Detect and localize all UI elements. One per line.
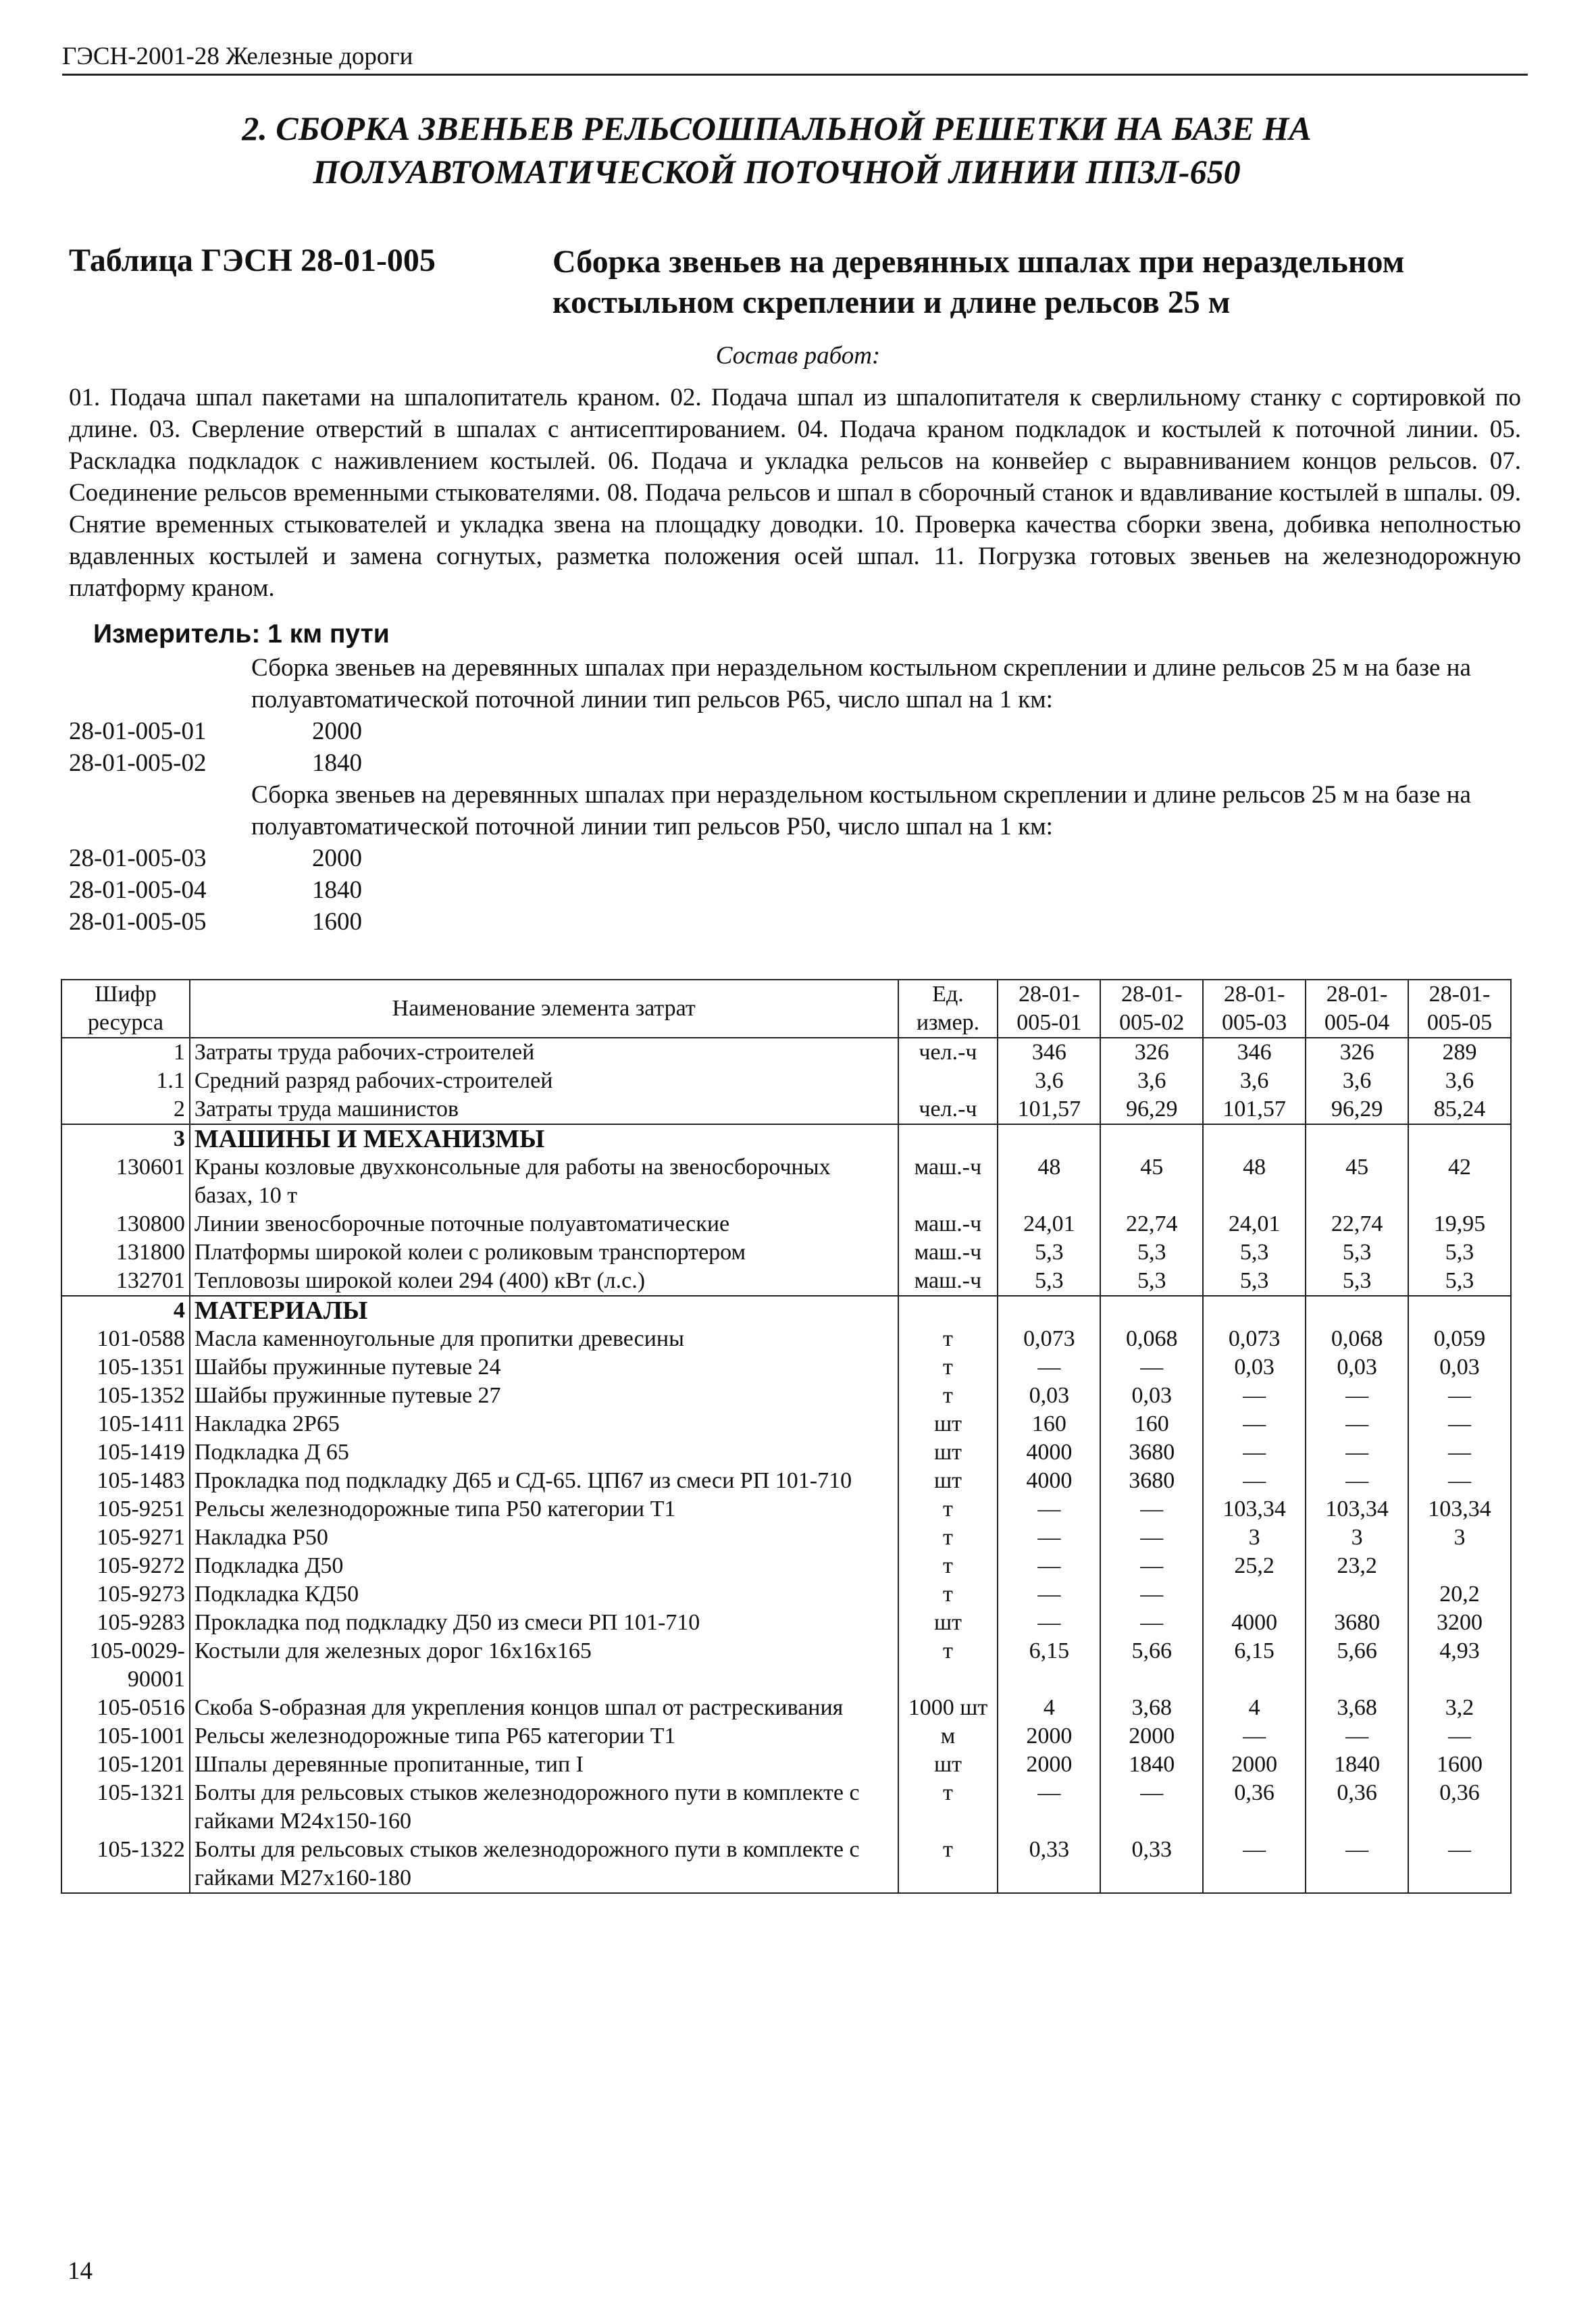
cell-value: 42	[1408, 1153, 1511, 1210]
cell-code: 130601	[61, 1153, 190, 1210]
cell-value: 25,2	[1203, 1552, 1306, 1580]
cell-value: 0,03	[1408, 1353, 1511, 1382]
cell-value: —	[1100, 1495, 1203, 1524]
cell-value: —	[1408, 1836, 1511, 1893]
cell-value: —	[1203, 1467, 1306, 1495]
cell-value: 0,03	[1203, 1353, 1306, 1382]
cell-value: —	[1203, 1438, 1306, 1467]
table-row	[61, 1067, 1511, 1095]
cell-value: —	[1306, 1438, 1408, 1467]
work-composition-title: Состав работ:	[715, 342, 881, 370]
table-row	[61, 1524, 1511, 1552]
table-row	[61, 1722, 1511, 1751]
cell-value: —	[1100, 1779, 1203, 1836]
cell-value: 3,6	[1100, 1067, 1203, 1095]
cell-value: 6,15	[1203, 1637, 1306, 1694]
cell-value: 85,24	[1408, 1095, 1511, 1124]
cell-code: 105-1322	[61, 1836, 190, 1893]
variant-value: 1840	[312, 876, 362, 904]
table-row	[61, 1124, 1511, 1153]
cell-value: —	[1306, 1722, 1408, 1751]
cell-value: 0,073	[998, 1325, 1100, 1353]
cell-value: 0,03	[1306, 1353, 1408, 1382]
cell-name: Прокладка под подкладку Д65 и СД-65. ЦП67 из смеси РП 101-710	[190, 1467, 898, 1495]
cell-value: 346	[1203, 1038, 1306, 1067]
cell-code: 105-9273	[61, 1580, 190, 1609]
table-caption: Сборка звеньев на деревянных шпалах при нераздельном костыльном скреплении и длине рельсов 25 м	[552, 244, 1405, 320]
variant-value: 2000	[312, 845, 362, 872]
cell-value: 5,3	[1306, 1267, 1408, 1296]
cell-value	[1100, 1296, 1203, 1325]
cell-name: Платформы широкой колеи с роликовым транспортером	[190, 1238, 898, 1267]
table-row	[61, 1325, 1511, 1353]
page-number: 14	[68, 2257, 93, 2285]
cell-name: Шайбы пружинные путевые 24	[190, 1353, 898, 1382]
cell-value: 1600	[1408, 1751, 1511, 1779]
cell-value: 3	[1203, 1524, 1306, 1552]
cell-name: Накладка Р50	[190, 1524, 898, 1552]
cell-value: 3,68	[1306, 1694, 1408, 1722]
section-title-line1: 2. СБОРКА ЗВЕНЬЕВ РЕЛЬСОШПАЛЬНОЙ РЕШЕТКИ НА БАЗЕ НА	[242, 109, 1312, 147]
cell-value: 0,33	[1100, 1836, 1203, 1893]
cell-value: 5,3	[1408, 1238, 1511, 1267]
cell-value: 0,36	[1408, 1779, 1511, 1836]
variant-code: 28-01-005-02	[69, 749, 207, 777]
cell-code: 105-1351	[61, 1353, 190, 1382]
cell-code: 105-1483	[61, 1467, 190, 1495]
cell-value: 20,2	[1408, 1580, 1511, 1609]
table-row	[61, 1751, 1511, 1779]
cell-code: 1.1	[61, 1067, 190, 1095]
cell-value: 3,6	[998, 1067, 1100, 1095]
table-row	[61, 1382, 1511, 1410]
cell-value: 3680	[1306, 1609, 1408, 1637]
cell-value: 3680	[1100, 1438, 1203, 1467]
cell-value: —	[1203, 1722, 1306, 1751]
cell-name: Подкладка КД50	[190, 1580, 898, 1609]
cell-name: Средний разряд рабочих-строителей	[190, 1067, 898, 1095]
header-unit: Ед. измер.	[898, 980, 998, 1038]
cell-value	[1306, 1124, 1408, 1153]
table-row	[61, 1038, 1511, 1067]
cell-value: 0,059	[1408, 1325, 1511, 1353]
cell-value: —	[1306, 1410, 1408, 1438]
table-row	[61, 1467, 1511, 1495]
variant-value: 1600	[312, 908, 362, 936]
table-row	[61, 1153, 1511, 1210]
cell-unit	[898, 1124, 998, 1153]
table-row	[61, 1552, 1511, 1580]
cell-value: 4000	[998, 1467, 1100, 1495]
cell-unit: шт	[898, 1609, 998, 1637]
cell-value: 0,068	[1100, 1325, 1203, 1353]
cell-name: Болты для рельсовых стыков железнодорожного пути в комплекте с гайками М24х150-160	[190, 1779, 898, 1836]
cell-unit	[898, 1067, 998, 1095]
cell-value: 3	[1306, 1524, 1408, 1552]
cell-value: 48	[998, 1153, 1100, 1210]
cell-unit: т	[898, 1637, 998, 1694]
table-row	[61, 1694, 1511, 1722]
header-col-3: 28-01-005-03	[1203, 980, 1306, 1038]
cell-value: 48	[1203, 1153, 1306, 1210]
cell-value: —	[1203, 1410, 1306, 1438]
cell-value: 0,03	[998, 1382, 1100, 1410]
cell-value: 101,57	[998, 1095, 1100, 1124]
cell-value: 5,66	[1100, 1637, 1203, 1694]
cell-code: 105-0029-90001	[61, 1637, 190, 1694]
cell-value	[1306, 1580, 1408, 1609]
cell-value: —	[998, 1353, 1100, 1382]
cell-unit: шт	[898, 1438, 998, 1467]
cell-name: Шайбы пружинные путевые 27	[190, 1382, 898, 1410]
cell-name: Затраты труда машинистов	[190, 1095, 898, 1124]
cell-code: 105-9251	[61, 1495, 190, 1524]
running-title: ГЭСН-2001-28 Железные дороги	[62, 43, 413, 70]
cell-name: Подкладка Д 65	[190, 1438, 898, 1467]
cell-value: —	[1203, 1382, 1306, 1410]
table-body	[61, 1038, 1511, 1893]
cell-value: 3,2	[1408, 1694, 1511, 1722]
variant-line	[69, 906, 362, 938]
cell-value: 5,3	[1306, 1238, 1408, 1267]
cell-value: 5,3	[998, 1238, 1100, 1267]
variant-value: 2000	[312, 718, 362, 745]
cell-value: 96,29	[1100, 1095, 1203, 1124]
cell-value: —	[1306, 1382, 1408, 1410]
cell-value: 3,68	[1100, 1694, 1203, 1722]
cell-unit: 1000 шт	[898, 1694, 998, 1722]
cell-value: 22,74	[1100, 1210, 1203, 1238]
cell-value: 45	[1306, 1153, 1408, 1210]
cell-value: 0,073	[1203, 1325, 1306, 1353]
cell-unit: т	[898, 1779, 998, 1836]
table-row	[61, 1296, 1511, 1325]
cell-value: —	[1100, 1552, 1203, 1580]
cell-value: 3,6	[1408, 1067, 1511, 1095]
cell-code: 2	[61, 1095, 190, 1124]
section-title	[135, 107, 1418, 193]
cell-value: —	[1306, 1836, 1408, 1893]
cell-value: 1840	[1306, 1751, 1408, 1779]
cell-value: 0,36	[1203, 1779, 1306, 1836]
cell-value: 19,95	[1408, 1210, 1511, 1238]
variant-code: 28-01-005-05	[69, 908, 207, 936]
cell-unit: шт	[898, 1751, 998, 1779]
cell-name: Масла каменноугольные для пропитки древесины	[190, 1325, 898, 1353]
cell-value: 22,74	[1306, 1210, 1408, 1238]
cell-name: Шпалы деревянные пропитанные, тип I	[190, 1751, 898, 1779]
cell-code: 1	[61, 1038, 190, 1067]
cell-unit: чел.-ч	[898, 1095, 998, 1124]
cell-unit: т	[898, 1580, 998, 1609]
cell-value: 2000	[998, 1722, 1100, 1751]
variant-description-r50: Сборка звеньев на деревянных шпалах при нераздельном костыльном скреплении и длине рельсов 25 м на базе на полуавтоматической поточной линии тип рельсов Р50, число шпал на 1 км:	[251, 781, 1471, 840]
cell-name: Тепловозы широкой колеи 294 (400) кВт (л.с.)	[190, 1267, 898, 1296]
cell-value: —	[1306, 1467, 1408, 1495]
table-row	[61, 1637, 1511, 1694]
cell-name: Подкладка Д50	[190, 1552, 898, 1580]
cell-unit: т	[898, 1495, 998, 1524]
cell-value: 4	[1203, 1694, 1306, 1722]
cell-value	[998, 1296, 1100, 1325]
cell-value: 4	[998, 1694, 1100, 1722]
meter-label: Измеритель: 1 км пути	[93, 620, 390, 649]
header-name: Наименование элемента затрат	[190, 980, 898, 1038]
cell-unit: т	[898, 1524, 998, 1552]
cell-unit: маш.-ч	[898, 1267, 998, 1296]
cell-value: 2000	[1100, 1722, 1203, 1751]
cell-name: Рельсы железнодорожные типа Р65 категории Т1	[190, 1722, 898, 1751]
section-title-line2: ПОЛУАВТОМАТИЧЕСКОЙ ПОТОЧНОЙ ЛИНИИ ППЗЛ-650	[313, 153, 1241, 191]
cell-value: 0,33	[998, 1836, 1100, 1893]
header-col-4: 28-01-005-04	[1306, 980, 1408, 1038]
cell-code: 105-0516	[61, 1694, 190, 1722]
cell-value: 0,36	[1306, 1779, 1408, 1836]
variant-code: 28-01-005-01	[69, 718, 207, 745]
cell-unit: маш.-ч	[898, 1153, 998, 1210]
cell-value: 2000	[998, 1751, 1100, 1779]
cell-value: 5,3	[998, 1267, 1100, 1296]
cell-name: Накладка 2Р65	[190, 1410, 898, 1438]
cell-value: 6,15	[998, 1637, 1100, 1694]
cell-unit: т	[898, 1325, 998, 1353]
cell-unit: маш.-ч	[898, 1238, 998, 1267]
header-code: Шифр ресурса	[61, 980, 190, 1038]
cell-value: 289	[1408, 1038, 1511, 1067]
table-row	[61, 1495, 1511, 1524]
cell-unit: шт	[898, 1467, 998, 1495]
header-col-1: 28-01-005-01	[998, 980, 1100, 1038]
table-row	[61, 1210, 1511, 1238]
cell-value: 103,34	[1408, 1495, 1511, 1524]
table-row	[61, 1238, 1511, 1267]
cell-name: Рельсы железнодорожные типа Р50 категории Т1	[190, 1495, 898, 1524]
cell-value: 96,29	[1306, 1095, 1408, 1124]
cell-value: —	[1100, 1609, 1203, 1637]
variant-line	[69, 842, 362, 874]
cell-value: —	[998, 1779, 1100, 1836]
cell-value: —	[1408, 1467, 1511, 1495]
cell-value: —	[1203, 1836, 1306, 1893]
cell-value: —	[998, 1609, 1100, 1637]
cell-unit: т	[898, 1353, 998, 1382]
cell-value: 24,01	[1203, 1210, 1306, 1238]
cell-unit: т	[898, 1382, 998, 1410]
cell-value: 160	[998, 1410, 1100, 1438]
cell-value: —	[1100, 1524, 1203, 1552]
cell-value: —	[998, 1495, 1100, 1524]
cell-value: 2000	[1203, 1751, 1306, 1779]
cell-name: Затраты труда рабочих-строителей	[190, 1038, 898, 1067]
table-row	[61, 1095, 1511, 1124]
cell-code: 105-9271	[61, 1524, 190, 1552]
cell-value: 103,34	[1203, 1495, 1306, 1524]
cell-value: 5,3	[1408, 1267, 1511, 1296]
cell-value: 5,66	[1306, 1637, 1408, 1694]
cell-name: МАТЕРИАЛЫ	[190, 1296, 898, 1325]
table-row	[61, 1609, 1511, 1637]
cell-unit: м	[898, 1722, 998, 1751]
resource-cost-table	[61, 979, 1512, 1894]
cell-value	[1306, 1296, 1408, 1325]
cell-unit	[898, 1296, 998, 1325]
cell-value: 326	[1100, 1038, 1203, 1067]
cell-value: 0,03	[1100, 1382, 1203, 1410]
cell-code: 105-9272	[61, 1552, 190, 1580]
cell-name: Болты для рельсовых стыков железнодорожного пути в комплекте с гайками М27х160-180	[190, 1836, 898, 1893]
cell-value: 5,3	[1100, 1267, 1203, 1296]
cell-name: МАШИНЫ И МЕХАНИЗМЫ	[190, 1124, 898, 1153]
cell-value: 346	[998, 1038, 1100, 1067]
cell-value: 5,3	[1203, 1238, 1306, 1267]
cell-value: 5,3	[1100, 1238, 1203, 1267]
cell-value: —	[1408, 1722, 1511, 1751]
variant-line	[69, 874, 362, 906]
cell-code: 105-9283	[61, 1609, 190, 1637]
cell-value: 5,3	[1203, 1267, 1306, 1296]
cell-value: —	[998, 1524, 1100, 1552]
cell-code: 105-1321	[61, 1779, 190, 1836]
cell-value: —	[1408, 1438, 1511, 1467]
cell-value: 4,93	[1408, 1637, 1511, 1694]
table-header-row	[61, 980, 1511, 1038]
cell-value: 4000	[998, 1438, 1100, 1467]
cell-code: 3	[61, 1124, 190, 1153]
cell-value: —	[1100, 1580, 1203, 1609]
header-col-2: 28-01-005-02	[1100, 980, 1203, 1038]
variant-line	[69, 747, 362, 779]
cell-value: —	[998, 1552, 1100, 1580]
cell-value	[1100, 1124, 1203, 1153]
table-row	[61, 1353, 1511, 1382]
cell-value: 3,6	[1203, 1067, 1306, 1095]
variant-value: 1840	[312, 749, 362, 777]
cell-unit: чел.-ч	[898, 1038, 998, 1067]
table-row	[61, 1410, 1511, 1438]
cell-unit: маш.-ч	[898, 1210, 998, 1238]
cell-value: 103,34	[1306, 1495, 1408, 1524]
table-row	[61, 1438, 1511, 1467]
work-composition-text: 01. Подача шпал пакетами на шпалопитатель краном. 02. Подача шпал из шпалопитателя к сверлильному станку с сортировкой по длине. 03. Сверление отверстий в шпалах с антисептированием. 04. Подача краном подкладок и костылей к поточной линии. 05. Раскладка подкладок с наживлением костылей. 06. Подача и укладка рельсов на конвейер с выравниванием концов рельсов. 07. Соединение рельсов временными стыкователями. 08. Подача рельсов и шпал в сборочный станок и вдавливание костылей в шпалы. 09. Снятие временных стыкователей и укладка звена на площадку доводки. 10. Проверка качества сборки звена, добивка неполностью вдавленных костылей и замена согнутых, разметка положения осей шпал. 11. Погрузка готовых звеньев на железнодорожную платформу краном.	[69, 384, 1521, 602]
cell-value	[1203, 1124, 1306, 1153]
cell-value: —	[1100, 1353, 1203, 1382]
table-label: Таблица ГЭСН 28-01-005	[69, 243, 436, 278]
cell-unit: т	[898, 1552, 998, 1580]
cell-name: Костыли для железных дорог 16х16х165	[190, 1637, 898, 1694]
table-row	[61, 1580, 1511, 1609]
cell-value: 1840	[1100, 1751, 1203, 1779]
cell-code: 105-1001	[61, 1722, 190, 1751]
cell-value: 3,6	[1306, 1067, 1408, 1095]
cell-code: 105-1201	[61, 1751, 190, 1779]
cell-value: 101,57	[1203, 1095, 1306, 1124]
cell-value: 3	[1408, 1524, 1511, 1552]
cell-value: 160	[1100, 1410, 1203, 1438]
table-row	[61, 1836, 1511, 1893]
cell-name: Прокладка под подкладку Д50 из смеси РП 101-710	[190, 1609, 898, 1637]
variant-code: 28-01-005-03	[69, 845, 207, 872]
cell-unit: шт	[898, 1410, 998, 1438]
cell-code: 105-1411	[61, 1410, 190, 1438]
cell-code: 105-1352	[61, 1382, 190, 1410]
cell-unit: т	[898, 1836, 998, 1893]
cell-code: 131800	[61, 1238, 190, 1267]
table-row	[61, 1267, 1511, 1296]
running-header	[62, 42, 1528, 76]
cell-value: 24,01	[998, 1210, 1100, 1238]
variant-line	[69, 715, 362, 747]
cell-name: Скоба S-образная для укрепления концов шпал от растрескивания	[190, 1694, 898, 1722]
cell-value: 3200	[1408, 1609, 1511, 1637]
cell-name: Краны козловые двухконсольные для работы на звеносборочных базах, 10 т	[190, 1153, 898, 1210]
cell-value: 4000	[1203, 1609, 1306, 1637]
table-row	[61, 1779, 1511, 1836]
cell-value: —	[1408, 1410, 1511, 1438]
cell-value	[1203, 1296, 1306, 1325]
cell-value: 45	[1100, 1153, 1203, 1210]
cell-value	[1408, 1552, 1511, 1580]
cell-value: 3680	[1100, 1467, 1203, 1495]
cell-value	[1408, 1124, 1511, 1153]
variant-description-r65: Сборка звеньев на деревянных шпалах при нераздельном костыльном скреплении и длине рельсов 25 м на базе на полуавтоматической поточной линии тип рельсов Р65, число шпал на 1 км:	[251, 654, 1471, 713]
cell-value: —	[998, 1580, 1100, 1609]
cell-value	[998, 1124, 1100, 1153]
cell-value	[1408, 1296, 1511, 1325]
header-col-5: 28-01-005-05	[1408, 980, 1511, 1038]
cell-code: 105-1419	[61, 1438, 190, 1467]
cell-value: —	[1408, 1382, 1511, 1410]
cell-code: 4	[61, 1296, 190, 1325]
cell-value: 326	[1306, 1038, 1408, 1067]
cell-code: 132701	[61, 1267, 190, 1296]
variant-code: 28-01-005-04	[69, 876, 207, 904]
cell-value	[1203, 1580, 1306, 1609]
cell-code: 130800	[61, 1210, 190, 1238]
cell-value: 0,068	[1306, 1325, 1408, 1353]
cell-code: 101-0588	[61, 1325, 190, 1353]
cell-name: Линии звеносборочные поточные полуавтоматические	[190, 1210, 898, 1238]
cell-value: 23,2	[1306, 1552, 1408, 1580]
